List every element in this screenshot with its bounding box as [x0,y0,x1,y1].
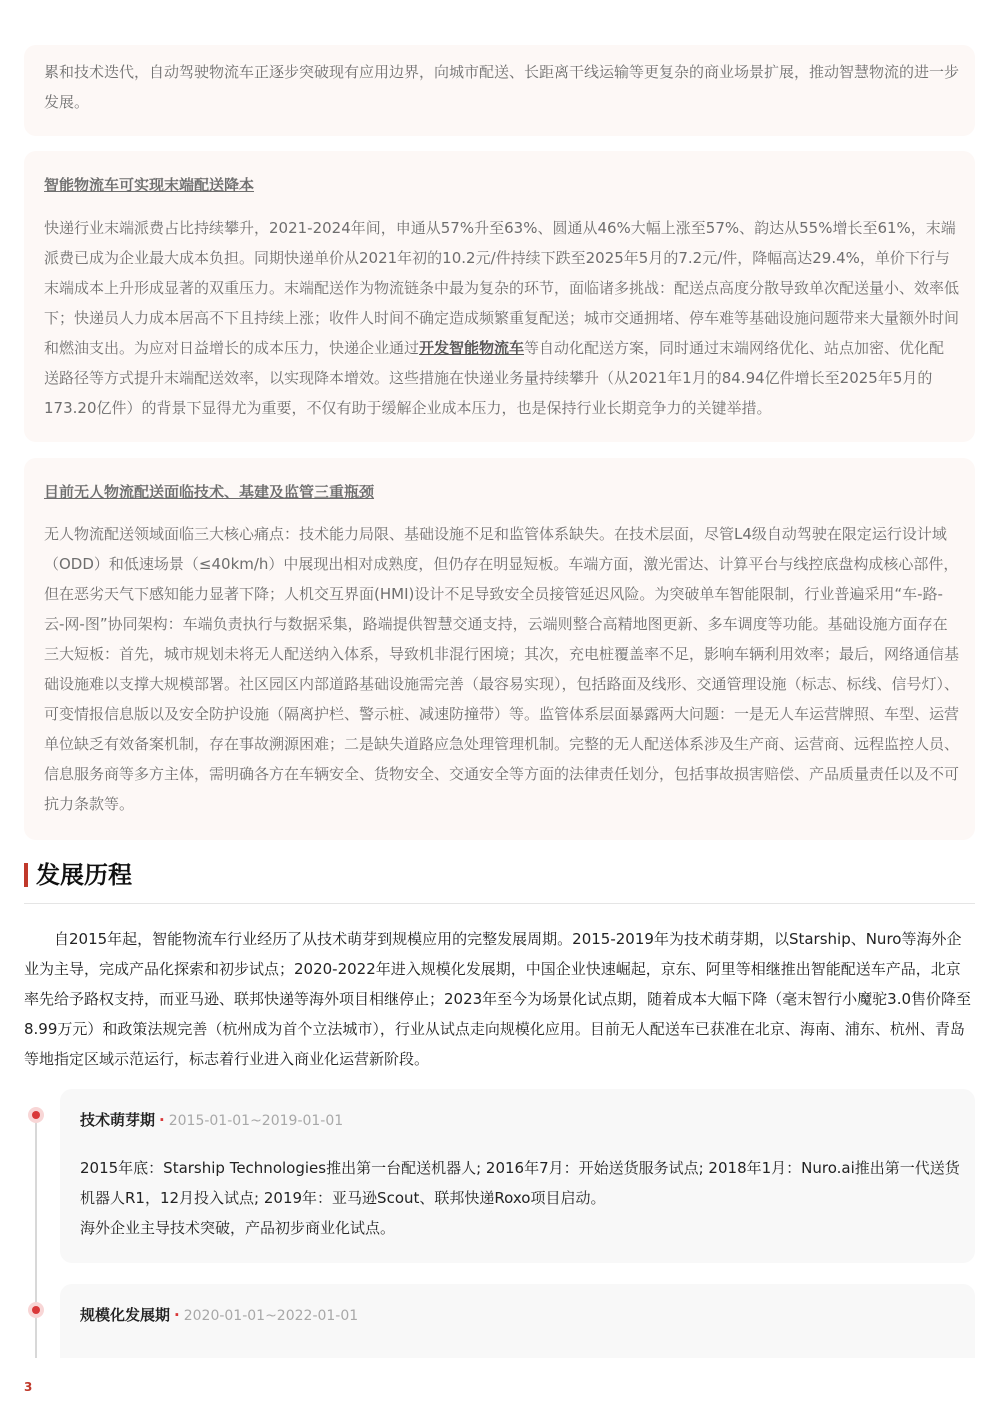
timeline-phase-name: 技术萌芽期 [80,1111,156,1129]
bottleneck-heading: 目前无人物流配送面临技术、基建及监管三重瓶颈 [44,483,375,501]
cost-text-part2: 等自动化配送方案，同时通过末端网络优化、站点加密、优化配送路径等方式提升末端配送效率，以实现降本增效。这些措施在快递业务量持续攀升（从2021年1月的84.94亿件增长至2025年5月的173.20亿件）的背景下显得尤为重要，不仅有助于缓解企业成本压力，也是保持行业长期竞争力的关键举措。 [44,339,945,417]
development-intro: 自2015年起，智能物流车行业经历了从技术萌芽到规模应用的完整发展周期。2015-2019年为技术萌芽期，以Starship、Nuro等海外企业为主导，完成产品化探索和初步试点；2020-2022年进入规模化发展期，中国企业快速崛起，京东、阿里等相继推出智能配送车产品，北京率先给予路权支持，而亚马逊、联邦快递等海外项目相继停止；2023年至今为场景化试点期，随着成本大幅下降（毫末智行小魔驼3.0售价降至8.99万元）和政策法规完善（杭州成为首个立法城市），行业从试点走向规模化应用。目前无人配送车已获准在北京、海南、浦东、杭州、青岛等地指定区域示范运行，标志着行业进入商业化运营新阶段。 [24,930,972,1068]
timeline-phase-date: 2020-01-01~2022-01-01 [183,1308,359,1324]
timeline-card-1-header [80,1109,343,1132]
section-title-text: 发展历程 [36,861,132,889]
cost-reduction-heading: 智能物流车可实现末端配送降本 [44,176,255,194]
bottleneck-card [24,458,975,840]
timeline-phase-name: 规模化发展期 [80,1306,171,1324]
timeline-card-1 [60,1089,975,1263]
page-bottom-margin [0,1358,1000,1417]
cost-reduction-card [24,151,975,442]
context-card-continued [24,45,975,136]
section-title [24,858,132,892]
cost-text-part1: 快递行业末端派费占比持续攀升，2021-2024年间，申通从57%升至63%、圆通从46%大幅上涨至57%、韵达从55%增长至61%，末端派费已成为企业最大成本负担。同期快递单价从2021年初的10.2元/件持续下跌至2025年5月的7.2元/件，降幅高达29.4%，单价下行与末端成本上升形成显著的双重压力。末端配送作为物流链条中最为复杂的环节，面临诸多挑战：配送点高度分散导致单次配送量小、效率低下；快递员人力成本居高不下且持续上涨；收件人时间不确定造成频繁重复配送；城市交通拥堵、停车难等基础设施问题带来大量额外时间和燃油支出。为应对日益增长的成本压力，快递企业通过 [44,219,960,357]
timeline-card-2 [60,1284,975,1364]
cost-reduction-text [44,213,959,423]
section-divider [24,903,975,904]
timeline-dot-1 [28,1107,44,1123]
timeline-events: 2015年底：Starship Technologies推出第一台配送机器人; 2016年7月：开始送货服务试点; 2018年1月：Nuro.ai推出第一代送货机器人R1，12月投入试点; 2019年：亚马逊Scout、联邦快递Roxo项目启动。 [80,1159,960,1207]
context-text: 累和技术迭代，自动驾驶物流车正逐步突破现有应用边界，向城市配送、长距离干线运输等更复杂的商业场景扩展，推动智慧物流的进一步发展。 [44,63,960,111]
timeline-dot-2 [28,1302,44,1318]
timeline-card-2-header [80,1304,358,1327]
timeline-line [35,1112,37,1358]
bottleneck-text: 无人物流配送领域面临三大核心痛点：技术能力局限、基础设施不足和监管体系缺失。在技术层面，尽管L4级自动驾驶在限定运行设计域（ODD）和低速场景（≤40km/h）中展现出相对成熟度，但仍存在明显短板。车端方面，激光雷达、计算平台与线控底盘构成核心部件，但在恶劣天气下感知能力显著下降；人机交互界面(HMI)设计不足导致安全员接管延迟风险。为突破单车智能限制，行业普遍采用“车-路-云-网-图”协同架构：车端负责执行与数据采集，路端提供智慧交通支持，云端则整合高精地图更新、多车调度等功能。基础设施方面存在三大短板：首先，城市规划未将无人配送纳入体系，导致机非混行困境；其次，充电桩覆盖率不足，影响车辆利用效率；最后，网络通信基础设施难以支撑大规模部署。社区园区内部道路基础设施需完善（最容易实现），包括路面及线形、交通管理设施（标志、标线、信号灯）、可变情报信息版以及安全防护设施（隔离护栏、警示桩、减速防撞带）等。监管体系层面暴露两大问题：一是无人车运营牌照、车型、运营单位缺乏有效备案机制，存在事故溯源困难；二是缺失道路应急处理管理机制。完整的无人配送体系涉及生产商、运营商、远程监控人员、信息服务商等多方主体，需明确各方在车辆安全、货物安全、交通安全等方面的法律责任划分，包括事故损害赔偿、产品质量责任以及不可抗力条款等。 [44,525,960,813]
section-title-accent-bar [24,863,28,887]
timeline-card-1-body [80,1153,960,1243]
timeline-phase-date: 2015-01-01~2019-01-01 [168,1113,344,1129]
timeline-summary: 海外企业主导技术突破，产品初步商业化试点。 [80,1219,396,1237]
timeline-separator: · [174,1306,180,1324]
timeline-separator: · [159,1111,165,1129]
page-number: 3 [24,1380,33,1394]
cost-text-bold: 开发智能物流车 [419,339,525,357]
